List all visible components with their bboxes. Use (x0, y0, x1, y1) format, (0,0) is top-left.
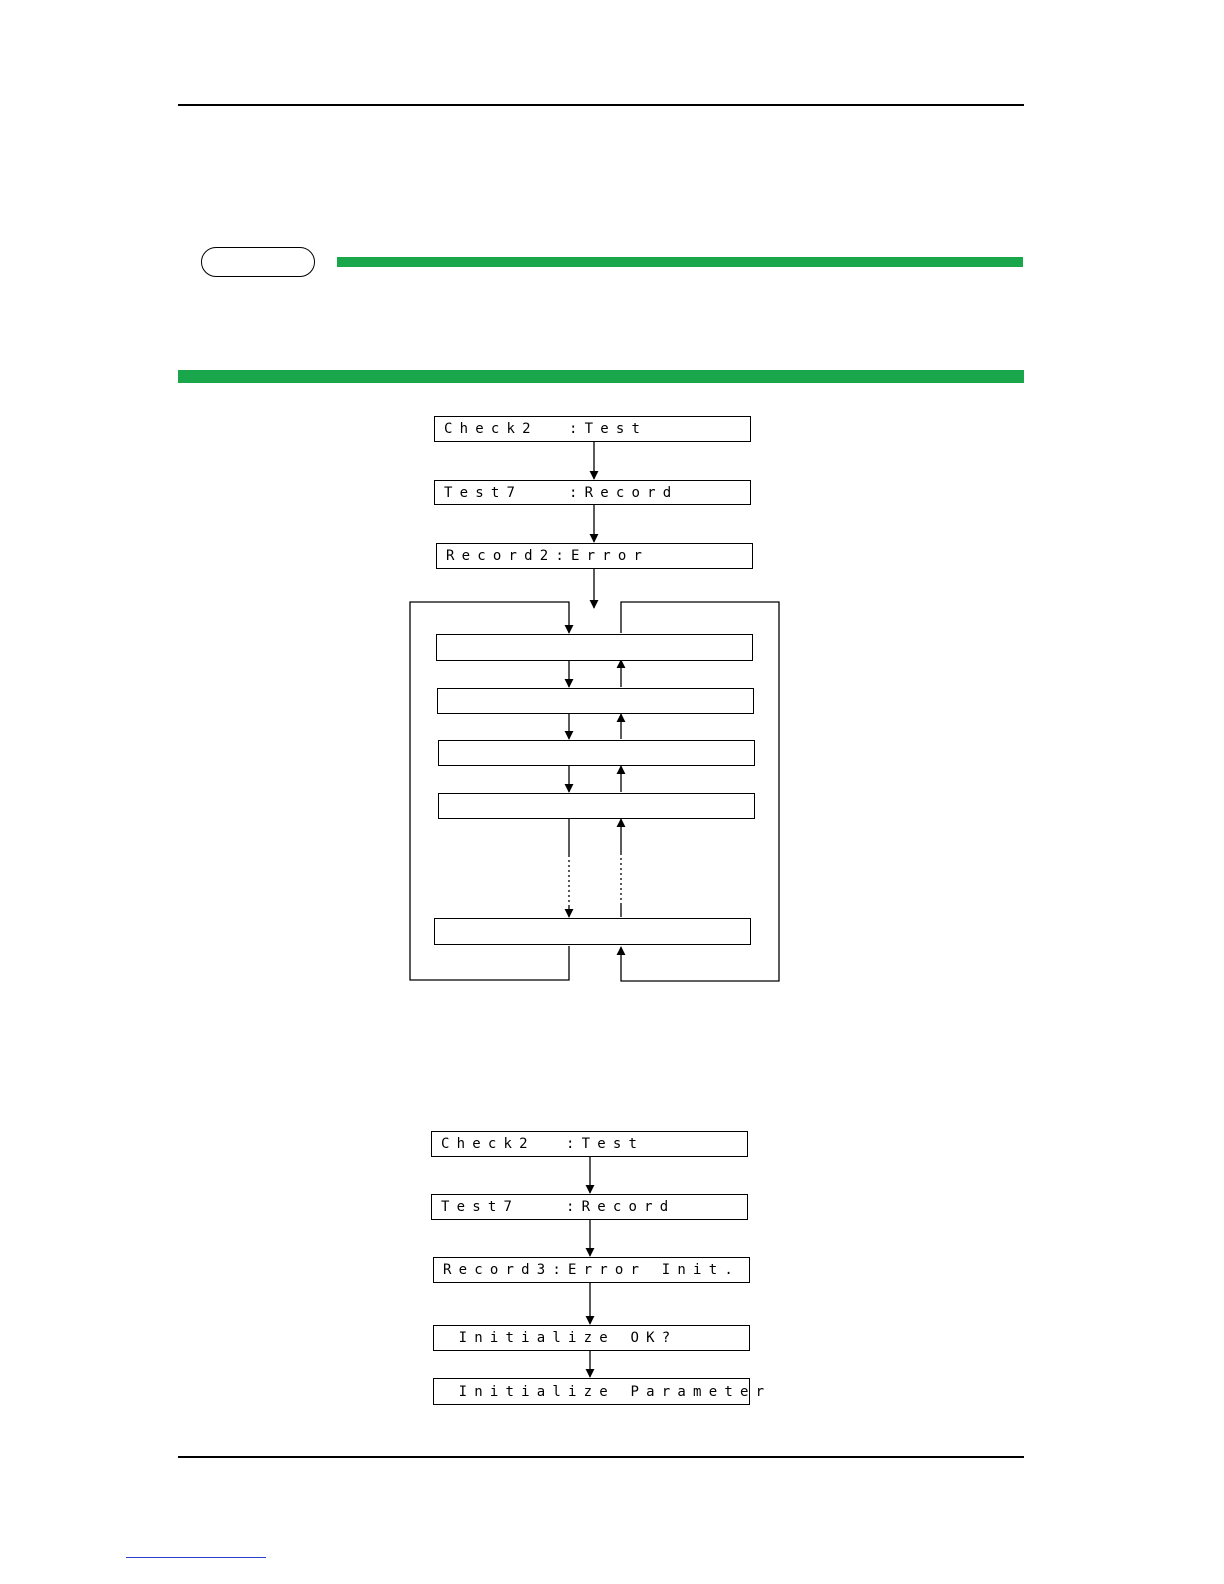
flow1-step-test7: Test7 :Record (434, 480, 751, 505)
flow2-step-test7: Test7 :Record (431, 1194, 748, 1220)
flow2-step-check2: Check2 :Test (431, 1131, 748, 1157)
loop-item-1 (436, 634, 753, 661)
loop-item-2 (437, 688, 754, 714)
loop-item-4 (438, 793, 755, 819)
loop-item-3 (438, 740, 755, 766)
loop-item-last (434, 918, 751, 945)
flow2-step-initialize-parameter: Initialize Parameter (433, 1378, 750, 1405)
flow1-step-record2: Record2:Error (436, 543, 753, 569)
flow2-step-record3: Record3:Error Init. (433, 1257, 750, 1283)
flow1-step-check2: Check2 :Test (434, 416, 751, 442)
flow2-step-initialize-ok: Initialize OK? (433, 1325, 750, 1351)
